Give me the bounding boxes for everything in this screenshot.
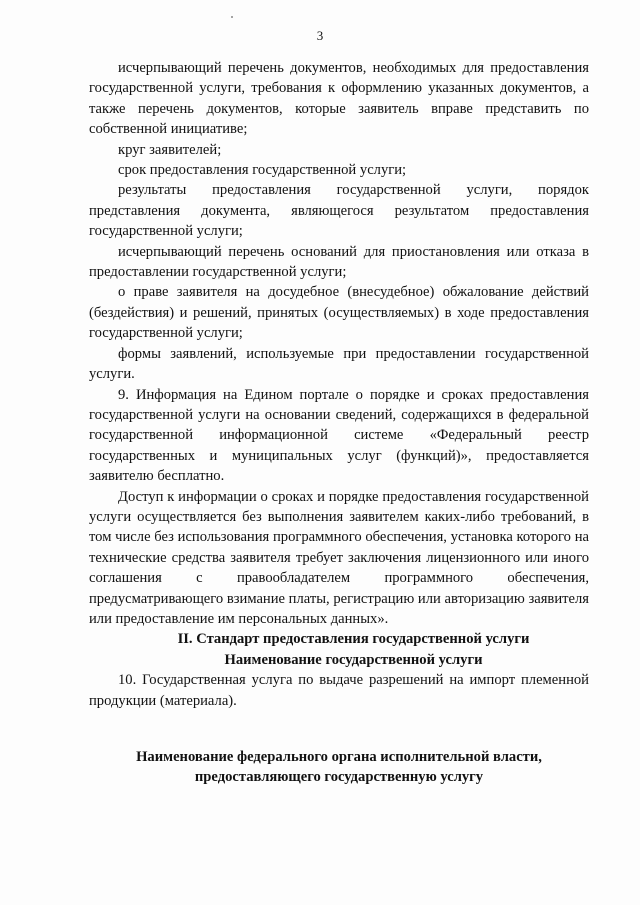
paragraph-applicants: круг заявителей; <box>118 141 222 158</box>
paragraph-forms: формы заявлений, используемые при предоставлении государственной услуги. <box>89 345 589 383</box>
section-heading: II. Стандарт предоставления государственной услуги <box>177 631 530 648</box>
document-body <box>89 58 589 788</box>
paragraph-10: 10. Государственная услуга по выдаче разрешений на импорт племенной продукции (материала). <box>89 672 589 709</box>
page-number: 3 <box>316 28 324 43</box>
paragraph-grounds: исчерпывающий перечень оснований для приостановления или отказа в предоставлении государственной услуги; <box>89 243 589 281</box>
paragraph-term: срок предоставления государственной услуги; <box>118 162 407 179</box>
paragraph-documents-list: исчерпывающий перечень документов, необходимых для предоставления государственной услуги, требования к оформлению указанных документов, а также перечень документов, которые заявитель вправе представить по собственной инициативе; <box>89 60 589 138</box>
paragraph-access: Доступ к информации о сроках и порядке предоставления государственной услуги осуществляется без выполнения заявителем каких-либо требований, в том числе без использования программного обеспечения, установка которого на технические средства заявителя требует заключения лицензионного или иного соглашения с правообладателем программного обеспечения, предусматривающего взимание платы, регистрацию или авторизацию заявителя или предоставление им персональных данных». <box>89 488 589 627</box>
paragraph-results: результаты предоставления государственной услуги, порядок представления документа, являющегося результатом предоставления государственной услуги; <box>89 182 589 240</box>
federal-body-heading <box>89 747 589 788</box>
scan-speck <box>231 16 233 18</box>
sub-heading: Наименование государственной услуги <box>224 651 483 668</box>
federal-heading-line-2: предоставляющего государственную услугу <box>194 769 484 786</box>
federal-heading-line-1: Наименование федерального органа исполнительной власти, <box>136 749 542 765</box>
paragraph-9: 9. Информация на Едином портале о порядке и сроках предоставления государственной услуги на основании сведений, содержащихся в федеральной государственной информационной системе «Федеральный реестр государственных и муниципальных услуг (функций)», предоставляется заявителю бесплатно. <box>89 386 589 485</box>
paragraph-appeal-right: о праве заявителя на досудебное (внесудебное) обжалование действий (бездействия) и решений, принятых (осуществляемых) в ходе предоставления государственной услуги; <box>89 284 589 342</box>
